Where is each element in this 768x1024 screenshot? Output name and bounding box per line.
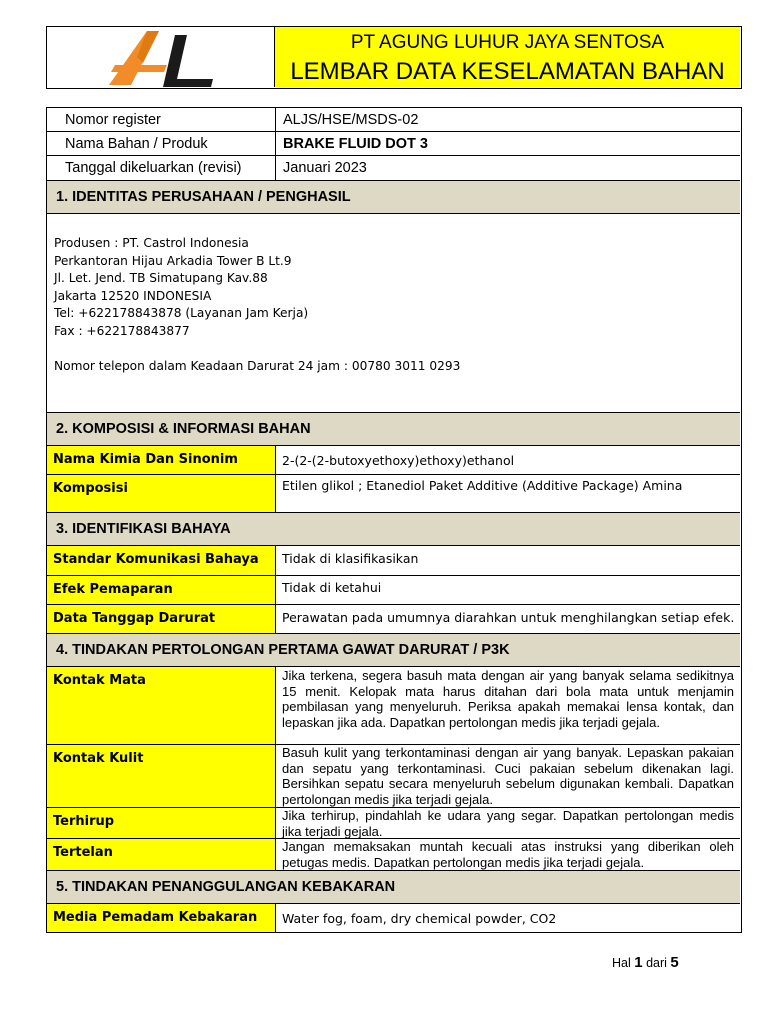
value-composition: Etilen glikol ; Etanediol Paket Additive (Additive Package) Amina — [282, 478, 683, 493]
producer-line: Jl. Let. Jend. TB Simatupang Kav.88 — [54, 271, 268, 285]
page-number — [612, 954, 679, 971]
value-hazard-standard: Tidak di klasifikasikan — [282, 551, 419, 566]
label-emergency-response: Data Tanggap Darurat — [53, 611, 216, 626]
label-cell-extinguishing-media — [47, 904, 276, 932]
section-3-header — [47, 513, 740, 545]
label-composition: Komposisi — [53, 481, 128, 496]
page-prefix: Hal — [612, 956, 631, 970]
company-logo — [47, 27, 273, 87]
value-extinguishing-media: Water fog, foam, dry chemical powder, CO2 — [282, 911, 557, 926]
meta-divider — [275, 108, 276, 180]
logo-cell — [47, 27, 275, 87]
label-inhalation: Terhirup — [53, 814, 115, 829]
producer-line: Tel: +622178843878 (Layanan Jam Kerja) — [54, 306, 309, 320]
meta-value-register: ALJS/HSE/MSDS-02 — [283, 112, 419, 128]
label-skin-contact: Kontak Kulit — [53, 751, 144, 766]
label-eye-contact: Kontak Mata — [53, 673, 146, 688]
label-extinguishing-media: Media Pemadam Kebakaran — [53, 910, 258, 925]
label-chemical-name: Nama Kimia Dan Sinonim — [53, 452, 238, 467]
page-total: 5 — [670, 954, 679, 971]
section-2-title: 2. KOMPOSISI & INFORMASI BAHAN — [56, 421, 311, 437]
page-separator: dari — [646, 956, 667, 970]
section-1-title: 1. IDENTITAS PERUSAHAAN / PENGHASIL — [56, 189, 351, 205]
value-chemical-name: 2-(2-(2-butoxyethoxy)ethoxy)ethanol — [282, 453, 515, 468]
document-title: LEMBAR DATA KESELAMATAN BAHAN — [290, 58, 725, 85]
label-cell-skin-contact — [47, 745, 276, 807]
section-4-title: 4. TINDAKAN PERTOLONGAN PERTAMA GAWAT DARURAT / P3K — [56, 642, 510, 658]
producer-line: Perkantoran Hijau Arkadia Tower B Lt.9 — [54, 253, 292, 268]
label-hazard-standard: Standar Komunikasi Bahaya — [53, 552, 259, 567]
value-skin-contact: Basuh kulit yang terkontaminasi dengan air yang banyak. Lepaskan pakaian dan sepatu yang terkontaminasi. Cuci pakaian sebelum dikenakan lagi. Bersihkan sepatu secara menyeluruh sebelum digunakan kembali. Dapatkan pertolongan medis jika terjadi gejala. — [282, 745, 734, 807]
label-ingestion: Tertelan — [53, 845, 113, 860]
label-cell-exposure-effect — [47, 576, 276, 604]
producer-line: Fax : +622178843877 — [54, 323, 190, 338]
meta-value-product: BRAKE FLUID DOT 3 — [283, 136, 428, 152]
section-2-header — [47, 413, 740, 445]
producer-info — [54, 235, 460, 375]
producer-line: Jakarta 12520 INDONESIA — [54, 288, 212, 303]
value-exposure-effect: Tidak di ketahui — [282, 580, 382, 595]
value-emergency-response: Perawatan pada umumnya diarahkan untuk menghilangkan setiap efek. — [282, 610, 735, 625]
meta-label-date: Tanggal dikeluarkan (revisi) — [65, 160, 242, 176]
section-5-title: 5. TINDAKAN PENANGGULANGAN KEBAKARAN — [56, 879, 396, 895]
value-inhalation: Jika terhirup, pindahlah ke udara yang segar. Dapatkan pertolongan medis jika terjadi gejala. — [282, 808, 734, 839]
value-ingestion: Jangan memaksakan muntah kecuali atas instruksi yang diberikan oleh petugas medis. Dapatkan pertolongan medis jika terjadi gejala. — [282, 839, 734, 870]
producer-line: Produsen : PT. Castrol Indonesia — [54, 236, 249, 250]
section-4-header — [47, 634, 740, 666]
document-header — [46, 26, 742, 89]
label-cell-inhalation — [47, 808, 276, 838]
emergency-phone: Nomor telepon dalam Keadaan Darurat 24 jam : 00780 3011 0293 — [54, 358, 461, 373]
section-1-header — [47, 181, 740, 213]
value-eye-contact: Jika terkena, segera basuh mata dengan air yang banyak selama sedikitnya 15 menit. Kelopak mata harus ditahan dari bola mata untuk menjamin pembilasan yang menyeluruh. Periksa apakah memakai lensa kontak, dan lepaskan jika ada. Dapatkan pertolongan medis jika terjadi gejala. — [282, 668, 734, 730]
label-cell-composition — [47, 475, 276, 512]
label-cell-chemical-name — [47, 446, 276, 474]
label-cell-emergency-response — [47, 605, 276, 633]
label-cell-ingestion — [47, 839, 276, 870]
page-current: 1 — [634, 954, 643, 971]
title-cell — [275, 27, 740, 87]
meta-value-date: Januari 2023 — [283, 160, 367, 176]
section-5-header — [47, 871, 740, 903]
meta-label-register: Nomor register — [65, 112, 161, 128]
label-cell-eye-contact — [47, 667, 276, 744]
row-divider — [47, 213, 740, 214]
row-divider — [47, 155, 740, 156]
msds-table — [46, 107, 742, 933]
section-3-title: 3. IDENTIFIKASI BAHAYA — [56, 521, 231, 537]
company-name: PT AGUNG LUHUR JAYA SENTOSA — [350, 32, 665, 53]
row-divider — [47, 131, 740, 132]
meta-label-product: Nama Bahan / Produk — [65, 136, 208, 152]
label-cell-hazard-standard — [47, 546, 276, 575]
label-exposure-effect: Efek Pemaparan — [53, 582, 173, 597]
